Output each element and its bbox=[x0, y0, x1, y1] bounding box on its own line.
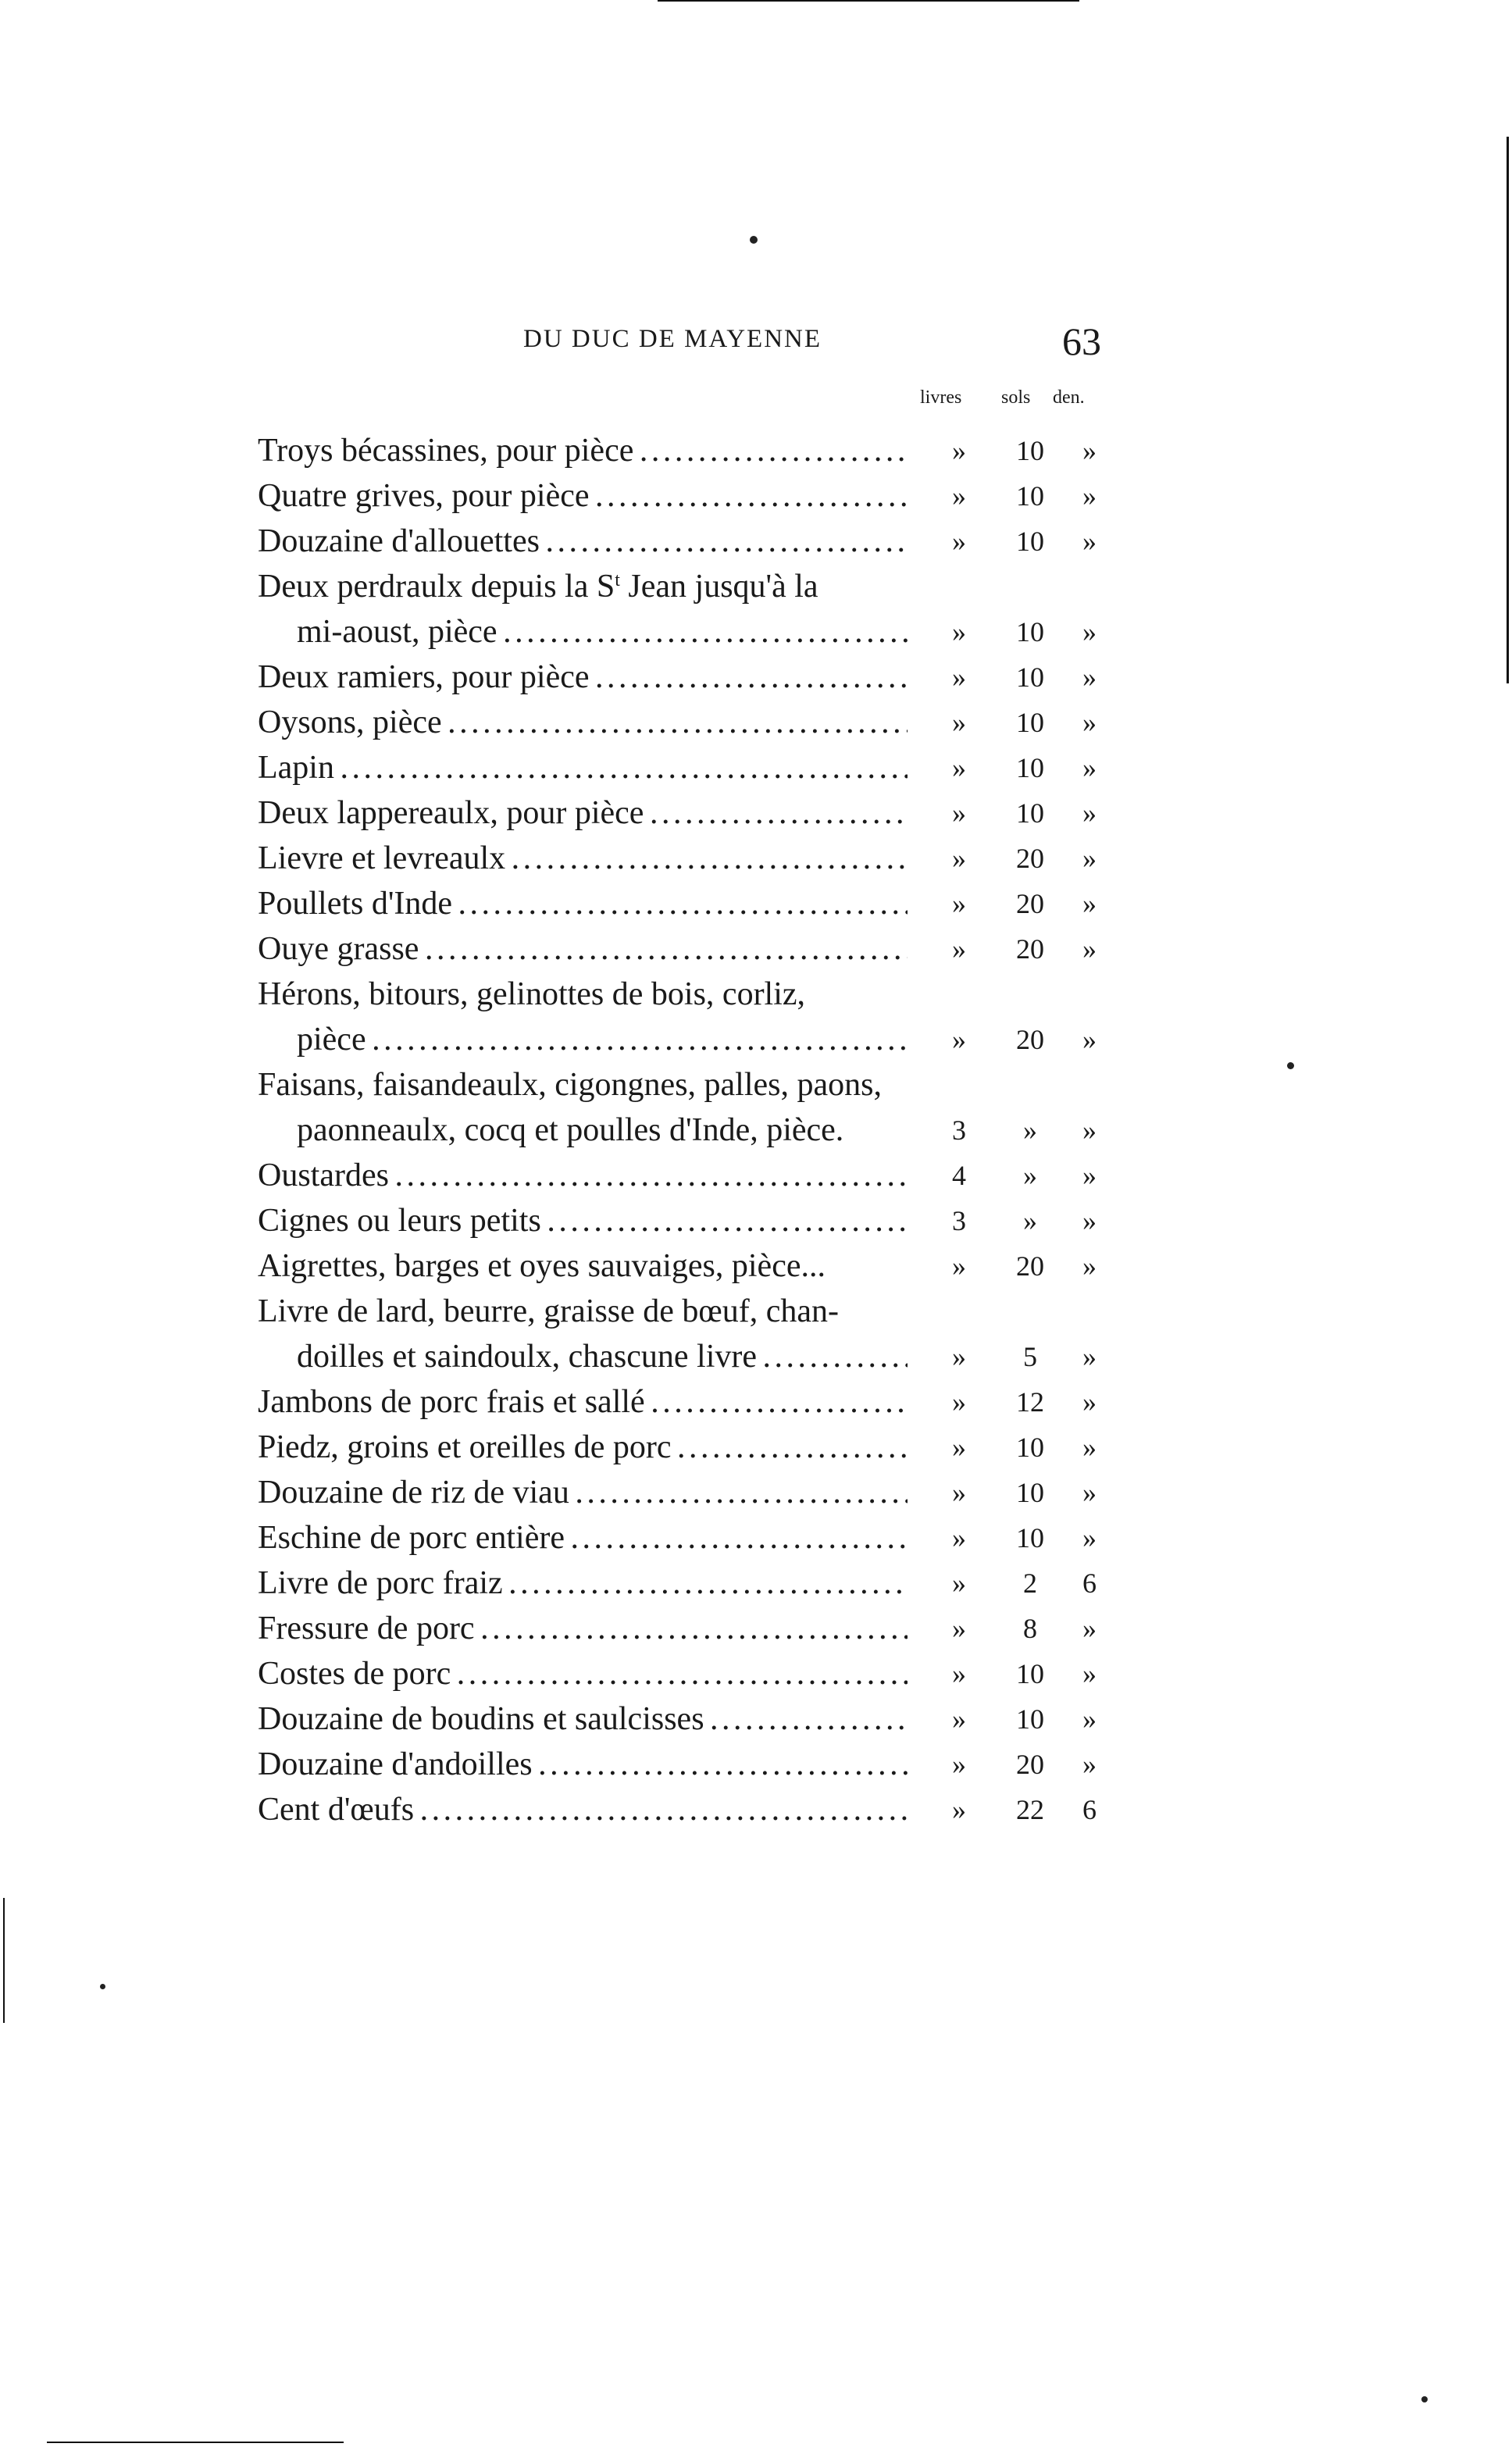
value-sols: 10 bbox=[1016, 616, 1044, 647]
value-sols: 12 bbox=[1016, 1386, 1044, 1418]
item-label: Douzaine de boudins et saulcisses . . . bbox=[258, 1696, 908, 1742]
value-livres: 3 bbox=[952, 1205, 966, 1236]
value-deniers: » bbox=[1082, 933, 1097, 965]
value-deniers: » bbox=[1082, 1749, 1097, 1780]
item-label: Livre de porc fraiz . . . bbox=[258, 1561, 908, 1606]
list-item bbox=[258, 1243, 1101, 1289]
superscript: t bbox=[615, 570, 620, 590]
list-item bbox=[258, 1289, 1101, 1334]
column-header-sols: sols bbox=[1001, 387, 1031, 408]
value-livres: » bbox=[952, 1522, 966, 1553]
value-sols: 10 bbox=[1016, 752, 1044, 783]
ink-speck bbox=[100, 1984, 105, 1989]
item-label: Eschine de porc entière . . . bbox=[258, 1515, 908, 1561]
value-deniers: » bbox=[1082, 888, 1097, 919]
value-deniers: » bbox=[1082, 1024, 1097, 1055]
list-item bbox=[258, 609, 1101, 655]
value-sols: 10 bbox=[1016, 1477, 1044, 1508]
value-livres: » bbox=[952, 1749, 966, 1780]
value-sols: 20 bbox=[1016, 1024, 1044, 1055]
item-label: Douzaine de riz de viau . . . bbox=[258, 1470, 908, 1515]
value-livres: » bbox=[952, 1250, 966, 1282]
value-livres: » bbox=[952, 435, 966, 466]
value-livres: » bbox=[952, 1658, 966, 1689]
item-label-part: Deux perdraulx depuis la S bbox=[258, 569, 615, 605]
value-sols: 10 bbox=[1016, 480, 1044, 512]
value-sols: 10 bbox=[1016, 1658, 1044, 1689]
item-label: Piedz, groins et oreilles de porc . . . bbox=[258, 1425, 908, 1470]
left-edge-line bbox=[3, 1898, 5, 2023]
item-label: pièce . . . bbox=[297, 1017, 908, 1062]
value-livres: » bbox=[952, 707, 966, 738]
value-livres: » bbox=[952, 843, 966, 874]
column-header-den: den. bbox=[1053, 387, 1085, 408]
value-livres: » bbox=[952, 662, 966, 693]
value-livres: 3 bbox=[952, 1115, 966, 1146]
item-label: Poullets d'Inde . . . bbox=[258, 881, 908, 926]
value-sols: » bbox=[1023, 1160, 1037, 1191]
list-item bbox=[258, 1062, 1101, 1108]
value-deniers: » bbox=[1082, 526, 1097, 557]
value-sols: 20 bbox=[1016, 1250, 1044, 1282]
item-label: Oysons, pièce . . . bbox=[258, 700, 908, 745]
value-deniers: » bbox=[1082, 1160, 1097, 1191]
item-label: Oustardes . . . bbox=[258, 1153, 908, 1198]
item-label: Lapin . . . bbox=[258, 745, 908, 790]
value-deniers: » bbox=[1082, 480, 1097, 512]
item-label-part: Jean jusqu'à la bbox=[619, 569, 818, 605]
value-livres: » bbox=[952, 797, 966, 829]
value-deniers: » bbox=[1082, 1386, 1097, 1418]
item-label: Deux lappereaulx, pour pièce . . . bbox=[258, 790, 908, 836]
value-livres: » bbox=[952, 1341, 966, 1372]
list-item bbox=[258, 1787, 1101, 1832]
list-item bbox=[258, 1515, 1101, 1561]
value-livres: » bbox=[952, 1386, 966, 1418]
ink-speck bbox=[1287, 1062, 1294, 1069]
bottom-scan-line bbox=[47, 2442, 344, 2443]
list-item bbox=[258, 836, 1101, 881]
value-deniers: » bbox=[1082, 707, 1097, 738]
item-label: Hérons, bitours, gelinottes de bois, corliz, bbox=[258, 976, 806, 1012]
item-label: Faisans, faisandeaulx, cigongnes, palles, paons, bbox=[258, 1067, 882, 1103]
item-label: Cignes ou leurs petits . . . bbox=[258, 1198, 908, 1243]
list-item bbox=[258, 1379, 1101, 1425]
value-deniers: » bbox=[1082, 616, 1097, 647]
value-sols: 10 bbox=[1016, 1522, 1044, 1553]
value-livres: » bbox=[952, 752, 966, 783]
value-deniers: » bbox=[1082, 1115, 1097, 1146]
list-item bbox=[258, 1561, 1101, 1606]
value-sols: 10 bbox=[1016, 797, 1044, 829]
item-label: mi-aoust, pièce . . . bbox=[297, 609, 908, 655]
item-label: Douzaine d'allouettes . . . bbox=[258, 519, 908, 564]
value-sols: 20 bbox=[1016, 843, 1044, 874]
value-sols: 10 bbox=[1016, 526, 1044, 557]
ink-speck bbox=[750, 236, 758, 244]
item-label: Lievre et levreaulx . . . bbox=[258, 836, 908, 881]
value-sols: 20 bbox=[1016, 888, 1044, 919]
value-sols: » bbox=[1023, 1205, 1037, 1236]
list-item bbox=[258, 745, 1101, 790]
column-header-livres: livres bbox=[920, 387, 962, 408]
value-livres: » bbox=[952, 526, 966, 557]
value-livres: » bbox=[952, 888, 966, 919]
list-item bbox=[258, 564, 1101, 609]
value-livres: » bbox=[952, 1024, 966, 1055]
value-deniers: » bbox=[1082, 662, 1097, 693]
value-sols: 10 bbox=[1016, 1703, 1044, 1735]
list-item bbox=[258, 1470, 1101, 1515]
value-deniers: » bbox=[1082, 1613, 1097, 1644]
page-title: DU DUC DE MAYENNE bbox=[523, 325, 822, 353]
item-label: Deux ramiers, pour pièce . . . bbox=[258, 655, 908, 700]
list-item bbox=[258, 1696, 1101, 1742]
value-livres: 4 bbox=[952, 1160, 966, 1191]
list-item bbox=[258, 1198, 1101, 1243]
value-sols: 10 bbox=[1016, 1432, 1044, 1463]
value-livres: » bbox=[952, 1703, 966, 1735]
list-item bbox=[258, 926, 1101, 972]
value-deniers: » bbox=[1082, 435, 1097, 466]
value-deniers: 6 bbox=[1082, 1568, 1097, 1599]
ink-speck bbox=[1421, 2396, 1428, 2402]
item-label: doilles et saindoulx, chascune livre . . . bbox=[297, 1334, 908, 1379]
value-sols: » bbox=[1023, 1115, 1037, 1146]
value-livres: » bbox=[952, 1568, 966, 1599]
value-deniers: » bbox=[1082, 1341, 1097, 1372]
list-item bbox=[258, 881, 1101, 926]
value-sols: 10 bbox=[1016, 707, 1044, 738]
price-list bbox=[258, 428, 1101, 1832]
item-label: Quatre grives, pour pièce . . . bbox=[258, 473, 908, 519]
item-label: Troys bécassines, pour pièce . . . bbox=[258, 428, 908, 473]
value-livres: » bbox=[952, 616, 966, 647]
list-item bbox=[258, 1017, 1101, 1062]
value-sols: 20 bbox=[1016, 1749, 1044, 1780]
value-deniers: » bbox=[1082, 1703, 1097, 1735]
value-sols: 8 bbox=[1023, 1613, 1037, 1644]
page-number: 63 bbox=[1062, 319, 1101, 363]
list-item bbox=[258, 1108, 1101, 1153]
value-livres: » bbox=[952, 1477, 966, 1508]
value-livres: » bbox=[952, 933, 966, 965]
value-deniers: » bbox=[1082, 752, 1097, 783]
value-livres: » bbox=[952, 1794, 966, 1825]
running-head bbox=[523, 319, 1101, 372]
value-deniers: » bbox=[1082, 1658, 1097, 1689]
top-scan-line bbox=[658, 0, 1079, 2]
item-label: Ouye grasse . . . bbox=[258, 926, 908, 972]
item-label: Costes de porc . . . bbox=[258, 1651, 908, 1696]
value-livres: » bbox=[952, 1432, 966, 1463]
value-deniers: » bbox=[1082, 1250, 1097, 1282]
list-item bbox=[258, 428, 1101, 473]
item-label: Aigrettes, barges et oyes sauvaiges, pièce... bbox=[258, 1248, 826, 1284]
column-headers bbox=[906, 387, 1109, 416]
list-item bbox=[258, 1153, 1101, 1198]
value-deniers: » bbox=[1082, 797, 1097, 829]
list-item bbox=[258, 473, 1101, 519]
list-item bbox=[258, 1651, 1101, 1696]
item-label: Fressure de porc . . . bbox=[258, 1606, 908, 1651]
list-item bbox=[258, 700, 1101, 745]
list-item bbox=[258, 790, 1101, 836]
item-label: Cent d'œufs . . . bbox=[258, 1787, 908, 1832]
right-edge-line bbox=[1507, 137, 1509, 683]
value-sols: 10 bbox=[1016, 662, 1044, 693]
list-item bbox=[258, 972, 1101, 1017]
value-livres: » bbox=[952, 1613, 966, 1644]
value-deniers: » bbox=[1082, 843, 1097, 874]
value-deniers: » bbox=[1082, 1522, 1097, 1553]
value-sols: 20 bbox=[1016, 933, 1044, 965]
list-item bbox=[258, 1425, 1101, 1470]
list-item bbox=[258, 519, 1101, 564]
list-item bbox=[258, 1606, 1101, 1651]
value-deniers: 6 bbox=[1082, 1794, 1097, 1825]
item-label: Livre de lard, beurre, graisse de bœuf, chan- bbox=[258, 1293, 840, 1329]
value-deniers: » bbox=[1082, 1432, 1097, 1463]
value-deniers: » bbox=[1082, 1205, 1097, 1236]
item-label: Douzaine d'andoilles . . . bbox=[258, 1742, 908, 1787]
list-item bbox=[258, 655, 1101, 700]
value-sols: 5 bbox=[1023, 1341, 1037, 1372]
value-sols: 10 bbox=[1016, 435, 1044, 466]
item-label bbox=[258, 564, 908, 609]
item-label: Jambons de porc frais et sallé . . . bbox=[258, 1379, 908, 1425]
value-livres: » bbox=[952, 480, 966, 512]
list-item bbox=[258, 1334, 1101, 1379]
value-sols: 2 bbox=[1023, 1568, 1037, 1599]
value-deniers: » bbox=[1082, 1477, 1097, 1508]
item-label: paonneaulx, cocq et poulles d'Inde, pièce. bbox=[297, 1112, 844, 1148]
list-item bbox=[258, 1742, 1101, 1787]
value-sols: 22 bbox=[1016, 1794, 1044, 1825]
